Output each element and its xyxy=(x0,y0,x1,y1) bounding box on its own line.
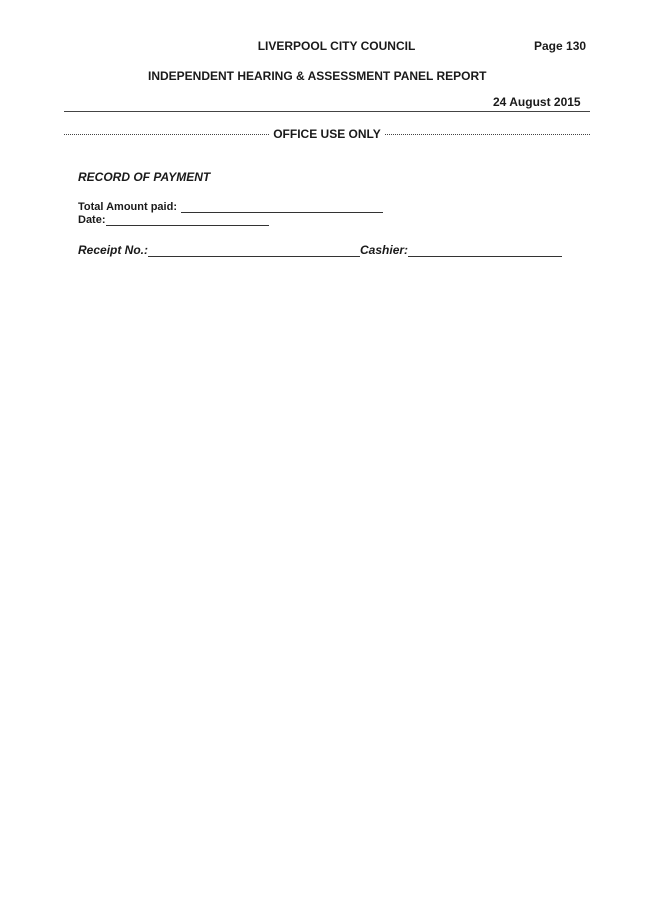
total-amount-blank xyxy=(181,201,383,213)
receipt-blank xyxy=(148,244,360,257)
date-field xyxy=(78,214,269,226)
dotted-rule-right xyxy=(385,134,590,135)
council-name: LIVERPOOL CITY COUNCIL xyxy=(257,39,416,53)
date-blank xyxy=(106,214,269,226)
date-label: Date: xyxy=(78,214,106,226)
dotted-rule-left xyxy=(64,134,269,135)
total-amount-field xyxy=(78,201,383,213)
cashier-blank xyxy=(408,244,562,257)
record-of-payment-heading: RECORD OF PAYMENT xyxy=(78,170,211,184)
page-number: Page 130 xyxy=(534,39,587,53)
cashier-label: Cashier: xyxy=(360,243,409,257)
office-use-banner xyxy=(64,127,590,141)
office-use-label: OFFICE USE ONLY xyxy=(273,127,381,141)
receipt-cashier-row xyxy=(78,243,562,257)
header-divider xyxy=(64,111,590,112)
report-date: 24 August 2015 xyxy=(493,95,581,109)
report-title: INDEPENDENT HEARING & ASSESSMENT PANEL REPORT xyxy=(148,69,487,83)
total-amount-label: Total Amount paid: xyxy=(78,201,177,213)
receipt-label: Receipt No.: xyxy=(78,243,149,257)
